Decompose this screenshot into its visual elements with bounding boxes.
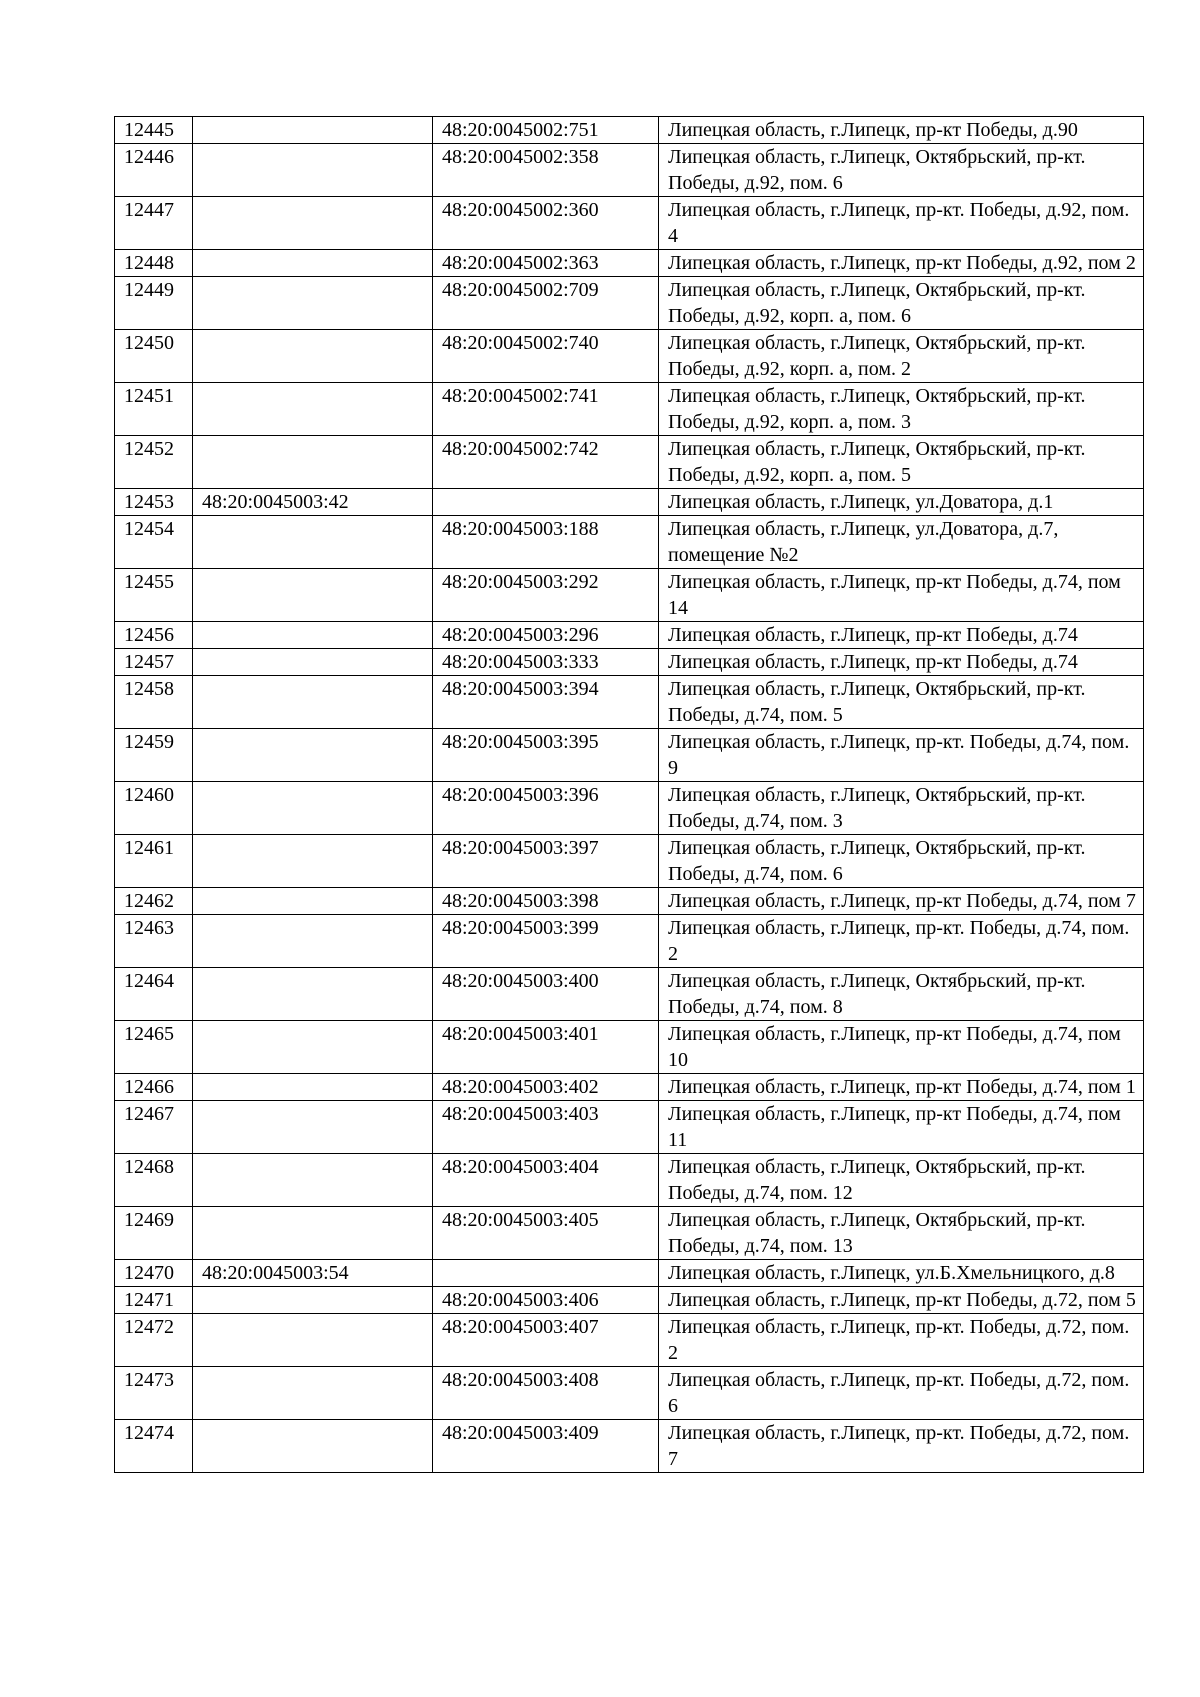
object-number-cell: 48:20:0045002:709 [433, 277, 659, 330]
row-number-cell: 12460 [115, 782, 193, 835]
object-number-cell: 48:20:0045003:404 [433, 1154, 659, 1207]
address-cell: Липецкая область, г.Липецк, пр-кт Победы, д.74 [659, 622, 1144, 649]
table-row [115, 1021, 1144, 1074]
object-number-cell: 48:20:0045003:400 [433, 968, 659, 1021]
parcel-number-cell [193, 197, 433, 250]
address-cell: Липецкая область, г.Липецк, пр-кт Победы, д.90 [659, 117, 1144, 144]
table-row [115, 569, 1144, 622]
parcel-number-cell [193, 1314, 433, 1367]
table-row [115, 782, 1144, 835]
parcel-number-cell [193, 888, 433, 915]
object-number-cell: 48:20:0045003:399 [433, 915, 659, 968]
address-cell: Липецкая область, г.Липецк, пр-кт. Победы, д.72, пом. 7 [659, 1420, 1144, 1473]
parcel-number-cell [193, 277, 433, 330]
object-number-cell: 48:20:0045003:401 [433, 1021, 659, 1074]
object-number-cell: 48:20:0045003:397 [433, 835, 659, 888]
parcel-number-cell [193, 250, 433, 277]
object-number-cell: 48:20:0045003:407 [433, 1314, 659, 1367]
table-row [115, 888, 1144, 915]
table-row [115, 1260, 1144, 1287]
table-row [115, 1074, 1144, 1101]
address-cell: Липецкая область, г.Липецк, пр-кт Победы, д.74, пом 11 [659, 1101, 1144, 1154]
object-number-cell: 48:20:0045003:406 [433, 1287, 659, 1314]
address-cell: Липецкая область, г.Липецк, Октябрьский, пр-кт. Победы, д.92, корп. а, пом. 2 [659, 330, 1144, 383]
parcel-number-cell [193, 782, 433, 835]
parcel-number-cell [193, 1367, 433, 1420]
address-cell: Липецкая область, г.Липецк, Октябрьский, пр-кт. Победы, д.74, пом. 12 [659, 1154, 1144, 1207]
table-row [115, 1367, 1144, 1420]
cadastral-table [114, 116, 1144, 1473]
parcel-number-cell [193, 330, 433, 383]
table-row [115, 330, 1144, 383]
table-row [115, 516, 1144, 569]
row-number-cell: 12448 [115, 250, 193, 277]
object-number-cell: 48:20:0045003:188 [433, 516, 659, 569]
address-cell: Липецкая область, г.Липецк, пр-кт Победы, д.74, пом 14 [659, 569, 1144, 622]
table-row [115, 383, 1144, 436]
row-number-cell: 12462 [115, 888, 193, 915]
row-number-cell: 12449 [115, 277, 193, 330]
object-number-cell: 48:20:0045002:363 [433, 250, 659, 277]
row-number-cell: 12459 [115, 729, 193, 782]
parcel-number-cell [193, 1154, 433, 1207]
address-cell: Липецкая область, г.Липецк, ул.Доватора, д.7, помещение №2 [659, 516, 1144, 569]
object-number-cell [433, 489, 659, 516]
parcel-number-cell [193, 383, 433, 436]
object-number-cell: 48:20:0045003:395 [433, 729, 659, 782]
table-row [115, 436, 1144, 489]
table-row [115, 915, 1144, 968]
address-cell: Липецкая область, г.Липецк, пр-кт. Победы, д.72, пом. 2 [659, 1314, 1144, 1367]
object-number-cell: 48:20:0045003:409 [433, 1420, 659, 1473]
address-cell: Липецкая область, г.Липецк, пр-кт Победы, д.74, пом 1 [659, 1074, 1144, 1101]
parcel-number-cell [193, 649, 433, 676]
row-number-cell: 12461 [115, 835, 193, 888]
table-row [115, 968, 1144, 1021]
table-row [115, 1420, 1144, 1473]
object-number-cell: 48:20:0045003:333 [433, 649, 659, 676]
address-cell: Липецкая область, г.Липецк, ул.Б.Хмельницкого, д.8 [659, 1260, 1144, 1287]
parcel-number-cell [193, 915, 433, 968]
address-cell: Липецкая область, г.Липецк, пр-кт. Победы, д.92, пом. 4 [659, 197, 1144, 250]
object-number-cell: 48:20:0045003:394 [433, 676, 659, 729]
parcel-number-cell [193, 1287, 433, 1314]
table-row [115, 649, 1144, 676]
row-number-cell: 12452 [115, 436, 193, 489]
row-number-cell: 12466 [115, 1074, 193, 1101]
table-row [115, 1287, 1144, 1314]
object-number-cell: 48:20:0045002:358 [433, 144, 659, 197]
row-number-cell: 12470 [115, 1260, 193, 1287]
object-number-cell: 48:20:0045003:402 [433, 1074, 659, 1101]
object-number-cell: 48:20:0045003:292 [433, 569, 659, 622]
row-number-cell: 12453 [115, 489, 193, 516]
address-cell: Липецкая область, г.Липецк, Октябрьский, пр-кт. Победы, д.92, пом. 6 [659, 144, 1144, 197]
row-number-cell: 12454 [115, 516, 193, 569]
row-number-cell: 12468 [115, 1154, 193, 1207]
parcel-number-cell: 48:20:0045003:54 [193, 1260, 433, 1287]
parcel-number-cell [193, 569, 433, 622]
address-cell: Липецкая область, г.Липецк, Октябрьский, пр-кт. Победы, д.74, пом. 13 [659, 1207, 1144, 1260]
address-cell: Липецкая область, г.Липецк, ул.Доватора, д.1 [659, 489, 1144, 516]
row-number-cell: 12458 [115, 676, 193, 729]
row-number-cell: 12472 [115, 1314, 193, 1367]
parcel-number-cell [193, 144, 433, 197]
parcel-number-cell [193, 729, 433, 782]
object-number-cell: 48:20:0045003:405 [433, 1207, 659, 1260]
row-number-cell: 12467 [115, 1101, 193, 1154]
row-number-cell: 12469 [115, 1207, 193, 1260]
address-cell: Липецкая область, г.Липецк, Октябрьский, пр-кт. Победы, д.74, пом. 3 [659, 782, 1144, 835]
table-row [115, 676, 1144, 729]
table-row [115, 489, 1144, 516]
row-number-cell: 12450 [115, 330, 193, 383]
object-number-cell: 48:20:0045002:741 [433, 383, 659, 436]
row-number-cell: 12465 [115, 1021, 193, 1074]
object-number-cell: 48:20:0045003:396 [433, 782, 659, 835]
parcel-number-cell [193, 516, 433, 569]
object-number-cell: 48:20:0045003:403 [433, 1101, 659, 1154]
row-number-cell: 12471 [115, 1287, 193, 1314]
address-cell: Липецкая область, г.Липецк, Октябрьский, пр-кт. Победы, д.74, пом. 6 [659, 835, 1144, 888]
row-number-cell: 12463 [115, 915, 193, 968]
table-row [115, 1314, 1144, 1367]
object-number-cell: 48:20:0045002:751 [433, 117, 659, 144]
address-cell: Липецкая область, г.Липецк, Октябрьский, пр-кт. Победы, д.92, корп. а, пом. 5 [659, 436, 1144, 489]
table-row [115, 1207, 1144, 1260]
row-number-cell: 12473 [115, 1367, 193, 1420]
table-row [115, 622, 1144, 649]
address-cell: Липецкая область, г.Липецк, пр-кт. Победы, д.74, пом. 2 [659, 915, 1144, 968]
row-number-cell: 12451 [115, 383, 193, 436]
table-row [115, 117, 1144, 144]
address-cell: Липецкая область, г.Липецк, Октябрьский, пр-кт. Победы, д.92, корп. а, пом. 6 [659, 277, 1144, 330]
parcel-number-cell [193, 1074, 433, 1101]
table-row [115, 197, 1144, 250]
table-row [115, 250, 1144, 277]
parcel-number-cell: 48:20:0045003:42 [193, 489, 433, 516]
object-number-cell: 48:20:0045003:296 [433, 622, 659, 649]
row-number-cell: 12445 [115, 117, 193, 144]
row-number-cell: 12474 [115, 1420, 193, 1473]
row-number-cell: 12456 [115, 622, 193, 649]
object-number-cell: 48:20:0045003:398 [433, 888, 659, 915]
row-number-cell: 12447 [115, 197, 193, 250]
table-row [115, 277, 1144, 330]
address-cell: Липецкая область, г.Липецк, пр-кт. Победы, д.74, пом. 9 [659, 729, 1144, 782]
object-number-cell: 48:20:0045003:408 [433, 1367, 659, 1420]
parcel-number-cell [193, 676, 433, 729]
address-cell: Липецкая область, г.Липецк, пр-кт Победы, д.92, пом 2 [659, 250, 1144, 277]
row-number-cell: 12455 [115, 569, 193, 622]
address-cell: Липецкая область, г.Липецк, пр-кт. Победы, д.72, пом. 6 [659, 1367, 1144, 1420]
parcel-number-cell [193, 968, 433, 1021]
table-row [115, 835, 1144, 888]
row-number-cell: 12446 [115, 144, 193, 197]
address-cell: Липецкая область, г.Липецк, Октябрьский, пр-кт. Победы, д.92, корп. а, пом. 3 [659, 383, 1144, 436]
parcel-number-cell [193, 1207, 433, 1260]
parcel-number-cell [193, 436, 433, 489]
address-cell: Липецкая область, г.Липецк, пр-кт Победы, д.74, пом 10 [659, 1021, 1144, 1074]
address-cell: Липецкая область, г.Липецк, Октябрьский, пр-кт. Победы, д.74, пом. 8 [659, 968, 1144, 1021]
parcel-number-cell [193, 1420, 433, 1473]
address-cell: Липецкая область, г.Липецк, пр-кт Победы, д.74, пом 7 [659, 888, 1144, 915]
object-number-cell: 48:20:0045002:742 [433, 436, 659, 489]
parcel-number-cell [193, 1101, 433, 1154]
parcel-number-cell [193, 622, 433, 649]
table-row [115, 1101, 1144, 1154]
address-cell: Липецкая область, г.Липецк, пр-кт Победы, д.72, пом 5 [659, 1287, 1144, 1314]
address-cell: Липецкая область, г.Липецк, пр-кт Победы, д.74 [659, 649, 1144, 676]
parcel-number-cell [193, 1021, 433, 1074]
row-number-cell: 12464 [115, 968, 193, 1021]
object-number-cell: 48:20:0045002:360 [433, 197, 659, 250]
parcel-number-cell [193, 835, 433, 888]
row-number-cell: 12457 [115, 649, 193, 676]
parcel-number-cell [193, 117, 433, 144]
object-number-cell: 48:20:0045002:740 [433, 330, 659, 383]
table-body [115, 117, 1144, 1473]
table-row [115, 144, 1144, 197]
address-cell: Липецкая область, г.Липецк, Октябрьский, пр-кт. Победы, д.74, пом. 5 [659, 676, 1144, 729]
object-number-cell [433, 1260, 659, 1287]
table-row [115, 729, 1144, 782]
table-row [115, 1154, 1144, 1207]
